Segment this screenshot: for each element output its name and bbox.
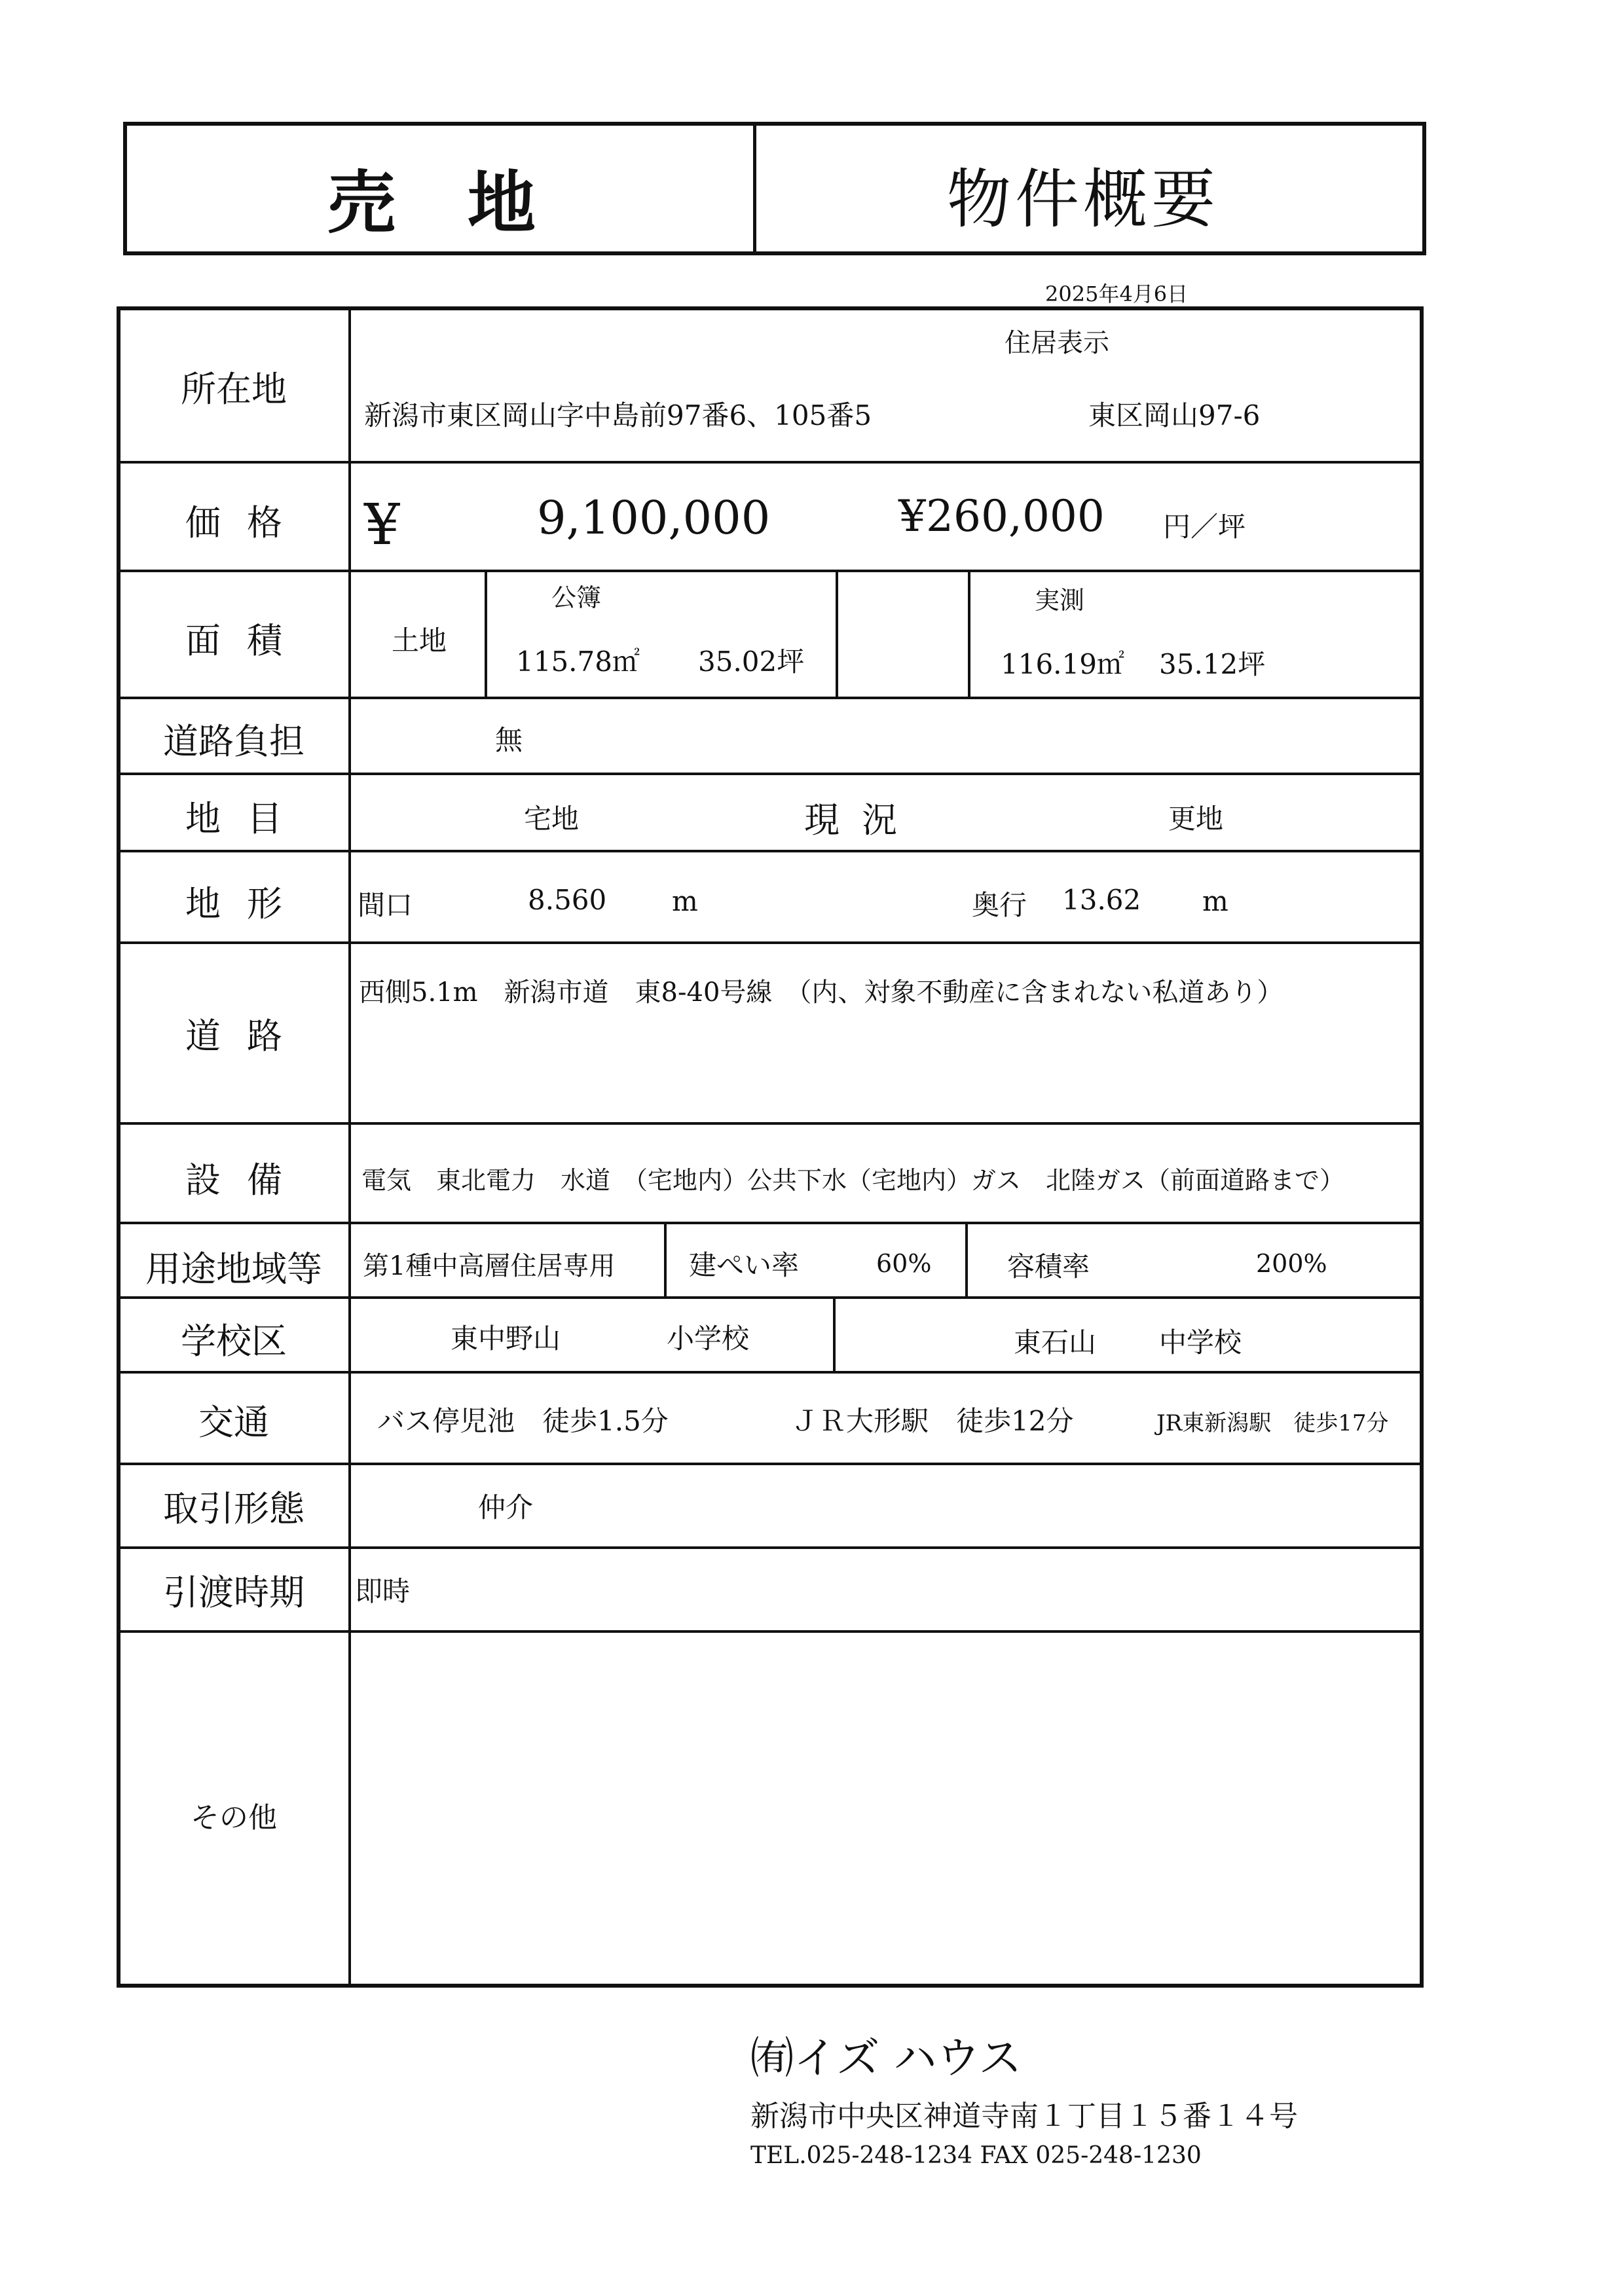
depth-value: 13.62 [1062,884,1141,916]
school-label: 学校区 [181,1321,287,1362]
transaction-value: 仲介 [478,1491,534,1523]
page-title: 売地 [327,163,608,243]
current-status-label: 現況 [804,799,919,841]
coverage-label: 建ぺい率 [689,1249,800,1281]
display-address: 東区岡山97-6 [1088,399,1261,431]
road-burden-label: 道路負担 [163,721,304,762]
location-address: 新潟市東区岡山字中島前97番6、105番5 [364,399,872,431]
shape-label: 地形 [185,883,308,924]
land-label: 土地 [392,625,447,657]
company-name: ㈲イズ ハウス [750,2033,1022,2083]
registry-sqm: 115.78㎡ [516,646,640,678]
price-label: 価格 [185,502,308,543]
road-label: 道路 [185,1015,308,1057]
land-category-value: 宅地 [524,803,580,835]
depth-unit: m [1202,885,1228,917]
registry-label: 公簿 [551,583,602,612]
company-contact: TEL.025-248-1234 FAX 025-248-1230 [750,2142,1202,2169]
frontage-label: 間口 [358,889,413,921]
zoning-label: 用途地域等 [145,1248,322,1290]
label-column-divider [348,306,351,1988]
elementary-school-label: 小学校 [667,1322,750,1355]
road-burden-value: 無 [495,724,523,756]
frontage-unit: m [672,885,698,917]
yen-symbol: ¥ [364,492,400,558]
transport-label: 交通 [198,1402,269,1443]
coverage-value: 60% [876,1249,932,1278]
delivery-value: 即時 [355,1575,411,1607]
display-address-label: 住居表示 [1005,328,1109,358]
facilities-value: 電気 東北電力 水道 （宅地内）公共下水（宅地内）ガス 北陸ガス（前面道路まで） [361,1166,1345,1195]
page-subtitle: 物件概要 [947,162,1220,237]
survey-tsubo: 35.12坪 [1159,648,1266,680]
far-label: 容積率 [1007,1250,1090,1283]
transaction-label: 取引形態 [163,1488,304,1529]
unit-price-label: 円／坪 [1163,511,1246,543]
other-label: その他 [191,1801,277,1834]
document-date: 2025年4月6日 [1045,282,1189,306]
registry-tsubo: 35.02坪 [698,646,805,678]
depth-label: 奥行 [972,889,1027,921]
location-label: 所在地 [181,369,287,410]
transport-jr-ogata: ＪＲ大形駅 徒歩12分 [791,1405,1074,1437]
elementary-school-name: 東中野山 [451,1322,561,1355]
facilities-label: 設備 [185,1159,308,1201]
transport-jr-higashi-niigata: JR東新潟駅 徒歩17分 [1156,1410,1389,1436]
road-value: 西側5.1m 新潟市道 東8-40号線 （内、対象不動産に含まれない私道あり） [359,977,1283,1008]
company-address: 新潟市中央区神道寺南１丁目１５番１４号 [750,2100,1298,2133]
land-category-label: 地目 [185,798,308,839]
transport-bus: バス停児池 徒歩1.5分 [377,1405,669,1437]
survey-sqm: 116.19㎡ [1001,648,1124,680]
junior-high-label: 中学校 [1159,1326,1242,1358]
title-box [123,122,1426,255]
delivery-label: 引渡時期 [163,1572,304,1613]
survey-label: 実測 [1035,586,1085,615]
far-value: 200% [1256,1249,1327,1278]
current-status-value: 更地 [1168,803,1224,835]
property-table [117,306,1424,1988]
unit-price: ¥260,000 [898,491,1105,541]
frontage-value: 8.560 [528,884,607,916]
title-divider [753,122,756,255]
zoning-value: 第1種中高層住居専用 [363,1251,616,1281]
price-amount: 9,100,000 [537,491,771,545]
junior-high-name: 東石山 [1014,1326,1097,1358]
area-label: 面積 [185,620,308,661]
